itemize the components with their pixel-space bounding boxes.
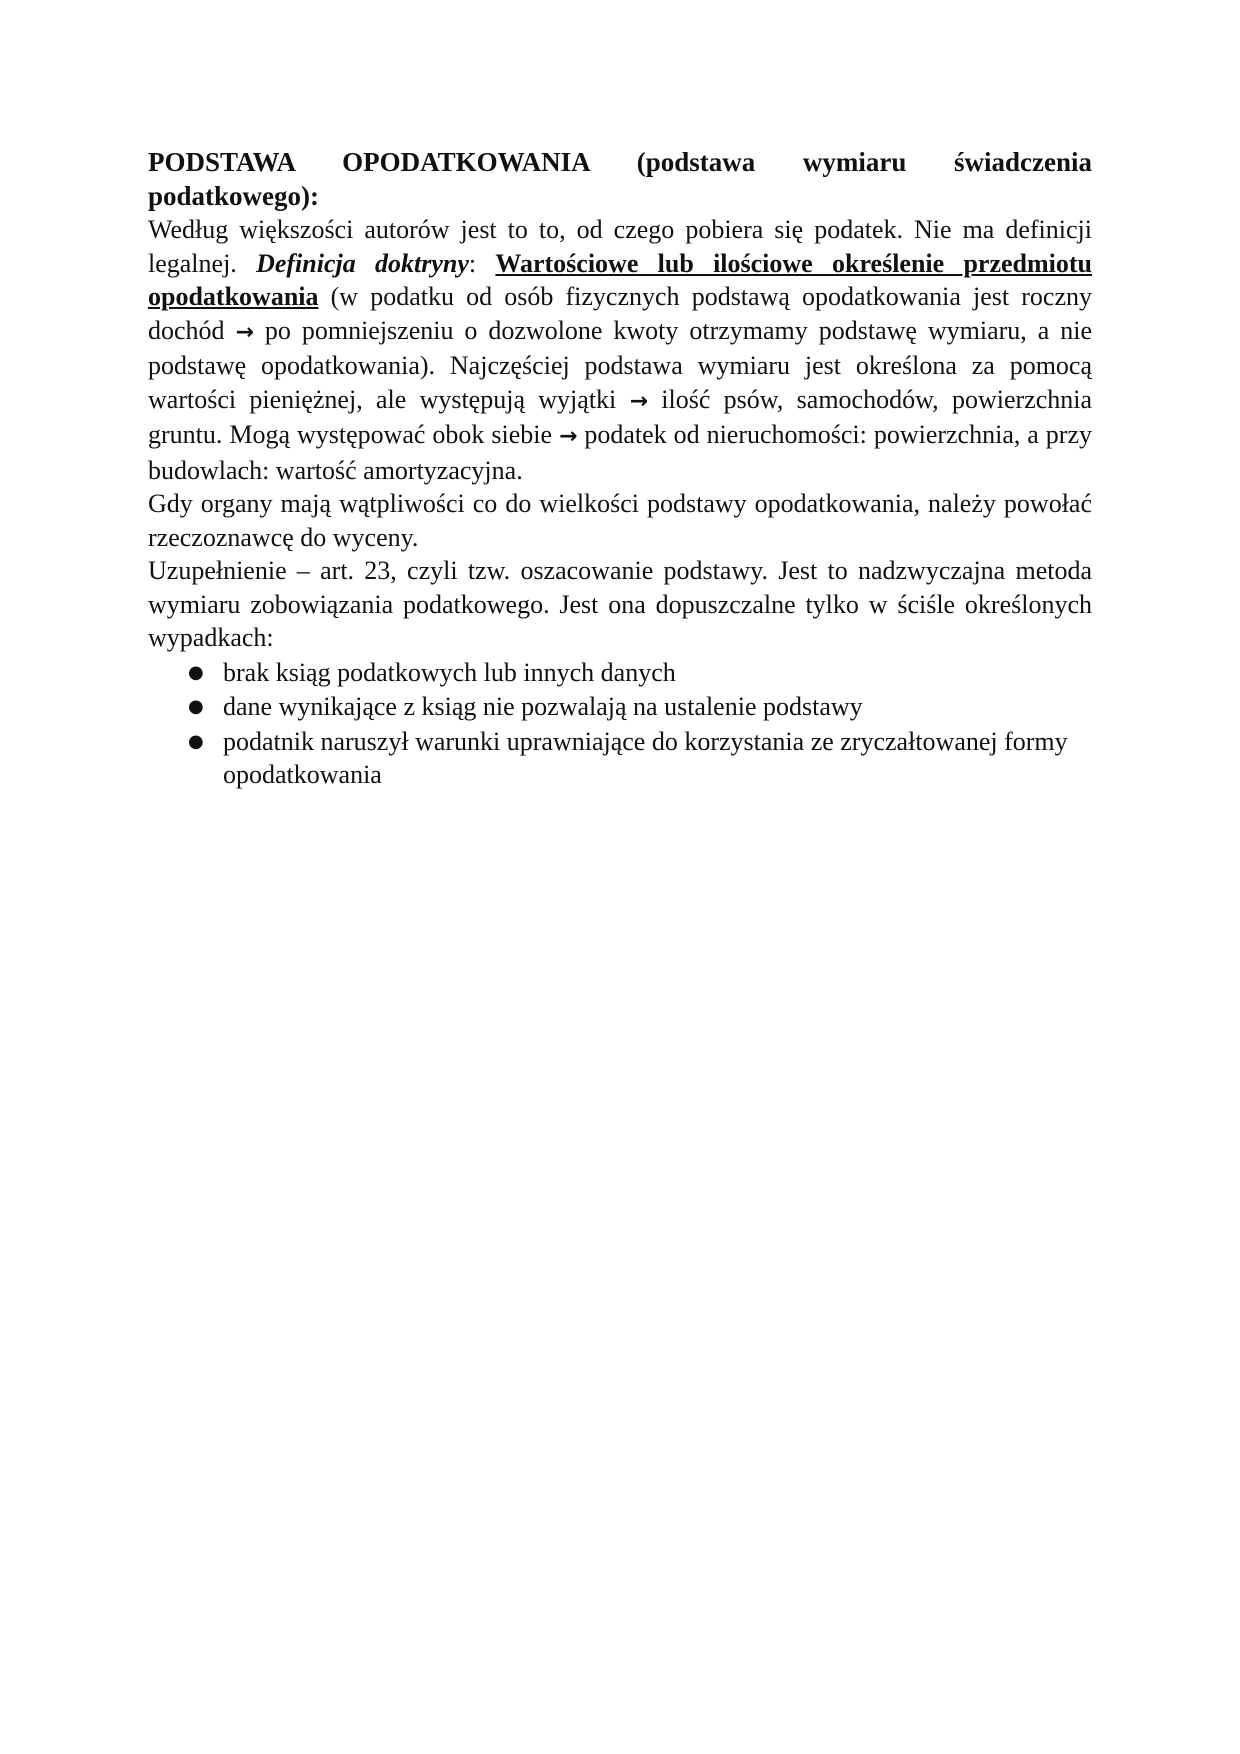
list-item [148, 690, 1092, 724]
list-item-text: dane wynikające z ksiąg nie pozwalają na ustalenie podstawy [223, 692, 863, 721]
doctrine-definition-label: Definicja doktryny [256, 248, 469, 278]
bullet-icon: ● [188, 661, 204, 683]
heading-main: PODSTAWA OPODATKOWANIA [148, 147, 590, 177]
list-item-text: podatnik naruszył warunki uprawniające do korzystania ze zryczałtowanej formy opodatkowania [223, 726, 1068, 789]
section-heading [148, 146, 1092, 213]
arrow-icon: → [558, 424, 578, 449]
bullet-icon: ● [188, 730, 204, 752]
bullet-icon: ● [188, 696, 204, 717]
paragraph-estimation: Uzupełnienie – art. 23, czyli tzw. oszacowanie podstawy. Jest to nadzwyczajna metoda wymiaru zobowiązania podatkowego. Jest ona dopuszczalne tylko w ściśle określonych wypadkach: [148, 556, 1092, 652]
document-page [148, 146, 1092, 792]
list-item [148, 656, 1092, 690]
list-item [148, 725, 1092, 792]
definition-underlined: Wartościowe lub ilościowe określenie przedmiotu opodatkowania [148, 248, 1092, 311]
para1-text-1: Według większości autorów jest to to, od czego pobiera się podatek. Nie ma definicji legalnej. [148, 215, 1092, 278]
bullet-list [148, 656, 1092, 792]
arrow-icon: → [629, 388, 648, 414]
arrow-icon: → [235, 319, 254, 345]
para1-text-6: po pomniejszeniu o dozwolone kwoty otrzymamy podstawę wymiaru, a nie podstawę opodatkowania). Najczęściej podstawa wymiaru jest określona za pomocą wartości pieniężnej, ale występują wyjątki [148, 315, 1093, 414]
para1-text-5: (w podatku od osób fizycznych podstawą opodatkowania jest roczny dochód [148, 282, 1092, 345]
para1-text-8: podatek od nieruchomości: powierzchnia, a przy budowlach: wartość amortyzacyjna. [148, 420, 1092, 485]
list-item-text: brak ksiąg podatkowych lub innych danych [223, 657, 676, 687]
paragraph-definition [148, 213, 1092, 487]
heading-sub: (podstawa wymiaru świadczenia podatkowego): [148, 147, 1092, 211]
paragraph-expert: Gdy organy mają wątpliwości co do wielkości podstawy opodatkowania, należy powołać rzeczoznawcę do wyceny. [148, 489, 1092, 552]
para1-colon: : [468, 248, 496, 278]
para1-text-7: ilość psów, samochodów, powierzchnia gruntu. Mogą występować obok siebie [148, 384, 1093, 449]
